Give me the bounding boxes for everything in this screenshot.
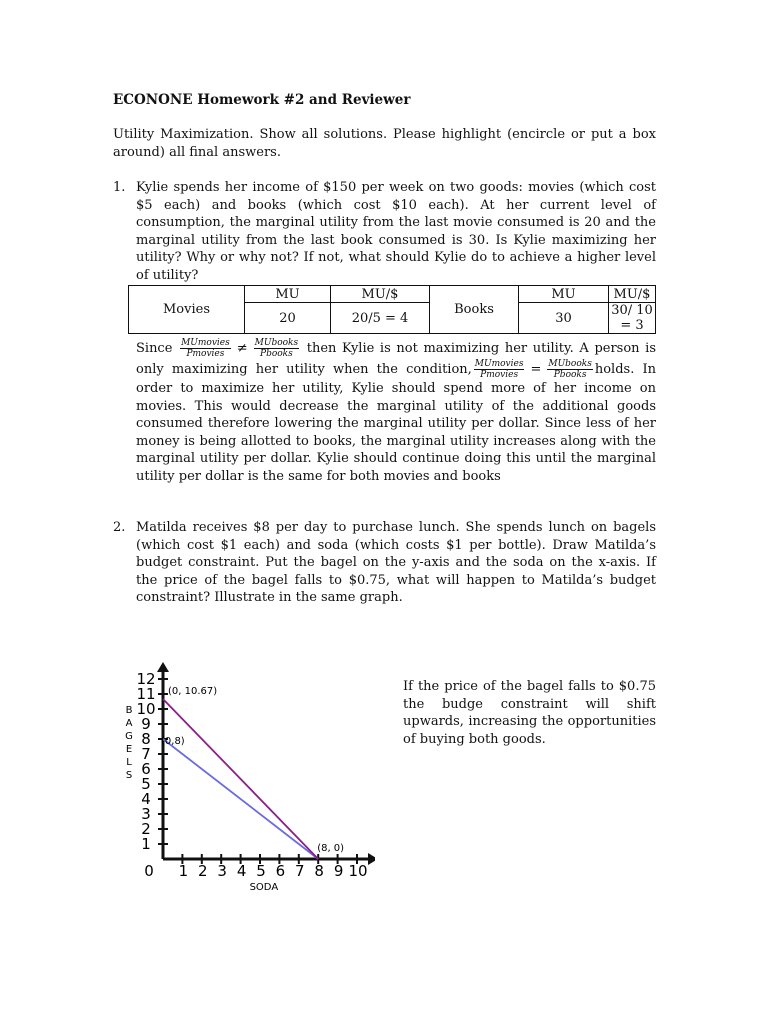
y-tick-label: 7	[141, 745, 151, 763]
y-axis-arrow	[157, 662, 169, 672]
point-label: (8, 0)	[317, 843, 345, 854]
y-tick-label: 1	[141, 835, 151, 853]
question-number: 2.	[113, 520, 126, 535]
y-axis-label-letter: L	[126, 757, 132, 768]
y-tick-label: 11	[136, 685, 156, 703]
x-tick-label: 8	[314, 862, 324, 880]
table-header-mu-per-dollar: MU/$	[331, 286, 430, 303]
answer-text: then Kylie is not maximizing her utility. A person is only maximizing her utility when the condition,	[136, 341, 656, 377]
fraction-mu-books: $\frac{\text{MUbooks}}{\text{Pbooks}}$	[254, 338, 299, 359]
table-header-mu: MU	[519, 286, 609, 303]
y-axis-label-letter: E	[125, 744, 133, 755]
answer-text: holds. In order to maximize her utility, Kylie should spend more of her income on movies. This would decrease the marginal utility of the additional goods consumed therefore lowering the marginal utility per dollar. Since less of her money is being allotted to books, the marginal utility increases along with the marginal utility per dollar. Kylie should continue doing this until the marginal utility per dollar is the same for both movies and books	[136, 362, 656, 484]
question-1	[113, 179, 656, 284]
y-tick-label: 9	[141, 715, 151, 733]
annotations	[161, 686, 344, 854]
budget-line	[163, 699, 318, 859]
y-tick-label: 8	[141, 730, 151, 748]
y-tick-label: 2	[141, 820, 151, 838]
x-tick-label: 3	[217, 862, 227, 880]
budget-line	[163, 739, 318, 859]
answer-1	[136, 338, 656, 485]
x-tick-label: 9	[333, 862, 344, 880]
equal-sign: =	[530, 362, 542, 377]
x-tick-label: 1	[178, 862, 189, 880]
instructions: Utility Maximization. Show all solutions. Please highlight (encircle or put a box around) all final answers.	[113, 127, 656, 160]
not-equal-sign: ≠	[236, 341, 248, 356]
question-number: 1.	[113, 180, 126, 195]
table-cell: 20/5 = 4	[331, 303, 430, 334]
y-axis-label	[125, 705, 133, 781]
y-tick-label: 5	[141, 775, 151, 793]
document-title: ECONONE Homework #2 and Reviewer	[113, 92, 411, 108]
marginal-utility-table	[128, 285, 656, 334]
fraction-mu-movies: $\frac{\text{MUmovies}}{\text{Pmovies}}$	[181, 338, 230, 359]
table-header-mu-per-dollar: MU/$	[609, 286, 656, 303]
x-tick-label: 2	[198, 862, 208, 880]
x-tick-label: 0	[144, 862, 154, 880]
y-tick-label: 3	[141, 805, 151, 823]
y-tick-label: 12	[136, 670, 156, 688]
table-row	[129, 286, 656, 303]
table-header-mu: MU	[245, 286, 331, 303]
table-cell-books: Books	[430, 286, 519, 334]
x-tick-label: 10	[348, 862, 368, 880]
question-text: Kylie spends her income of $150 per week on two goods: movies (which cost $5 each) and books (which cost $10 each). At her current level of consumption, the marginal utility from the last movie consumed is 20 and the marginal utility from the last book consumed is 30. Is Kylie maximizing her utility? Why or why not? If not, what should Kylie do to achieve a higher level of utility?	[136, 180, 656, 283]
x-tick-label: 7	[295, 862, 305, 880]
y-axis-label-letter: B	[125, 705, 133, 716]
y-tick-label: 6	[141, 760, 151, 778]
x-tick-label: 5	[256, 862, 266, 880]
fraction-mu-movies: $\frac{\text{MUmovies}}{\text{Pmovies}}$	[474, 359, 524, 380]
graph-explanation: If the price of the bagel falls to $0.75 the budge constraint will shift upwards, increasing the opportunities of buying both goods.	[403, 679, 656, 747]
series-lines	[163, 699, 318, 859]
budget-constraint-graph	[110, 640, 375, 900]
y-tick-label: 10	[136, 700, 156, 718]
y-axis-label-letter: A	[125, 718, 133, 729]
point-label: (0, 10.67)	[168, 685, 218, 697]
y-tick-label: 4	[141, 790, 151, 808]
table-cell: 30/ 10 = 3	[609, 303, 656, 334]
question-text: Matilda receives $8 per day to purchase lunch. She spends lunch on bagels (which cost $1 each) and soda (which costs $1 per bottle). Draw Matilda’s budget constraint. Put the bagel on the y-axis and the soda on the x-axis. If the price of the bagel falls to $0.75, what will happen to Matilda’s budget constraint? Illustrate in the same graph.	[136, 520, 656, 605]
fraction-mu-books: $\frac{\text{MUbooks}}{\text{Pbooks}}$	[548, 359, 592, 380]
x-axis-arrow	[368, 853, 375, 865]
table-cell: 30	[519, 303, 609, 334]
y-axis-label-letter: G	[125, 731, 133, 742]
question-2	[113, 519, 656, 607]
x-axis-label: SODA	[249, 882, 279, 893]
x-tick-label: 4	[236, 862, 247, 880]
x-tick-label: 6	[275, 862, 286, 880]
y-axis-label-letter: S	[125, 770, 133, 781]
answer-text: Since	[136, 341, 173, 356]
table-cell: 20	[245, 303, 331, 334]
point-label: (0,8)	[161, 736, 185, 747]
table-cell-movies: Movies	[129, 286, 245, 334]
